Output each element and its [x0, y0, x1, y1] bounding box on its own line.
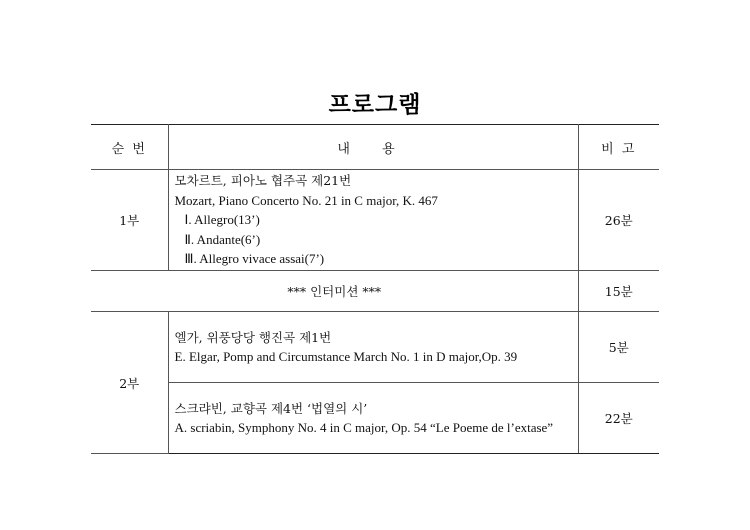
part2-piece1-content — [168, 312, 578, 383]
note-header: 비 고 — [578, 125, 659, 170]
part1-english-title: Mozart, Piano Concerto No. 21 in C major, K. 467 — [174, 192, 438, 208]
piece2-korean-title: 스크랴빈, 교향곡 제4번 ‘법열의 시’ — [174, 400, 368, 416]
movement-2: Ⅱ. Andante(6’) — [184, 231, 261, 247]
intermission-duration: 15분 — [578, 271, 659, 312]
piece1-korean-title: 엘가, 위풍당당 행진곡 제1번 — [174, 329, 332, 345]
table-row-part2-piece2 — [91, 383, 659, 454]
table-row-part2-piece1 — [91, 312, 659, 383]
intermission-label: *** 인터미션 *** — [91, 271, 578, 312]
header-row — [91, 125, 659, 170]
part2-label: 2부 — [91, 312, 168, 454]
content-header: 내 용 — [168, 125, 578, 170]
movement-3: Ⅲ. Allegro vivace assai(7’) — [184, 251, 325, 267]
movement-1: Ⅰ. Allegro(13’) — [184, 212, 260, 228]
program-table — [91, 124, 659, 454]
table-row-part1 — [91, 170, 659, 271]
part2-piece2-content — [168, 383, 578, 454]
piece1-duration: 5분 — [578, 312, 659, 383]
page-title: 프로그램 — [328, 92, 422, 118]
part1-label: 1부 — [91, 170, 168, 271]
part1-korean-title: 모차르트, 피아노 협주곡 제21번 — [174, 173, 352, 189]
piece2-duration: 22분 — [578, 383, 659, 454]
piece1-english-title: E. Elgar, Pomp and Circumstance March No. 1 in D major,Op. 39 — [174, 349, 518, 364]
part1-content — [168, 170, 578, 271]
piece2-english-title: A. scriabin, Symphony No. 4 in C major, Op. 54 “Le Poeme de l’extase” — [174, 420, 554, 435]
table-row-intermission — [91, 271, 659, 312]
part1-duration: 26분 — [578, 170, 659, 271]
order-header: 순 번 — [91, 125, 168, 170]
